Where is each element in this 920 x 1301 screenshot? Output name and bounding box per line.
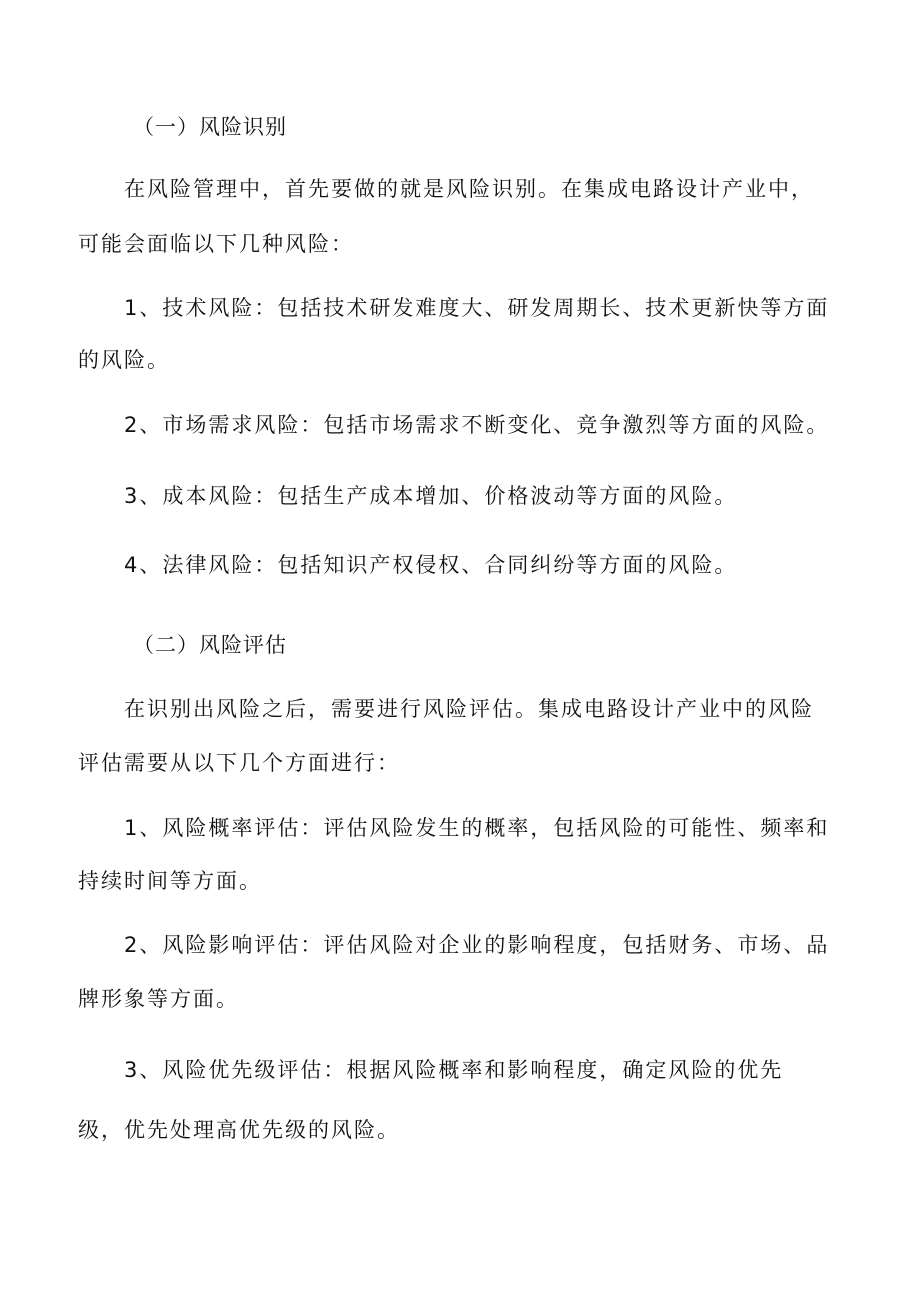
section-1-item-1-line-2: 的风险。 bbox=[78, 348, 170, 372]
section-2-intro-line-2: 评估需要从以下几个方面进行： bbox=[78, 751, 400, 775]
section-1-item-4: 4、法律风险：包括知识产权侵权、合同纠纷等方面的风险。 bbox=[124, 553, 738, 577]
section-2-heading: （二）风险评估 bbox=[133, 633, 287, 657]
section-2-item-2-line-1: 2、风险影响评估：评估风险对企业的影响程度，包括财务、市场、品 bbox=[124, 933, 830, 957]
section-2-item-1-line-1: 1、风险概率评估：评估风险发生的概率，包括风险的可能性、频率和 bbox=[124, 816, 830, 840]
section-2-item-3-line-1: 3、风险优先级评估：根据风险概率和影响程度，确定风险的优先 bbox=[124, 1058, 784, 1082]
section-1-intro-line-2: 可能会面临以下几种风险： bbox=[78, 232, 354, 256]
section-1-item-1-line-1: 1、技术风险：包括技术研发难度大、研发周期长、技术更新快等方面 bbox=[124, 296, 830, 320]
section-2-item-2-line-2: 牌形象等方面。 bbox=[78, 987, 239, 1011]
section-1-item-2: 2、市场需求风险：包括市场需求不断变化、竞争激烈等方面的风险。 bbox=[124, 413, 830, 437]
section-2-item-1-line-2: 持续时间等方面。 bbox=[78, 869, 262, 893]
section-1-intro-line-1: 在风险管理中，首先要做的就是风险识别。在集成电路设计产业中， bbox=[124, 177, 814, 201]
section-1-heading: （一）风险识别 bbox=[133, 115, 287, 139]
section-1-item-3: 3、成本风险：包括生产成本增加、价格波动等方面的风险。 bbox=[124, 484, 738, 508]
section-2-item-3-line-2: 级，优先处理高优先级的风险。 bbox=[78, 1118, 400, 1142]
section-2-intro-line-1: 在识别出风险之后，需要进行风险评估。集成电路设计产业中的风险 bbox=[124, 697, 814, 721]
